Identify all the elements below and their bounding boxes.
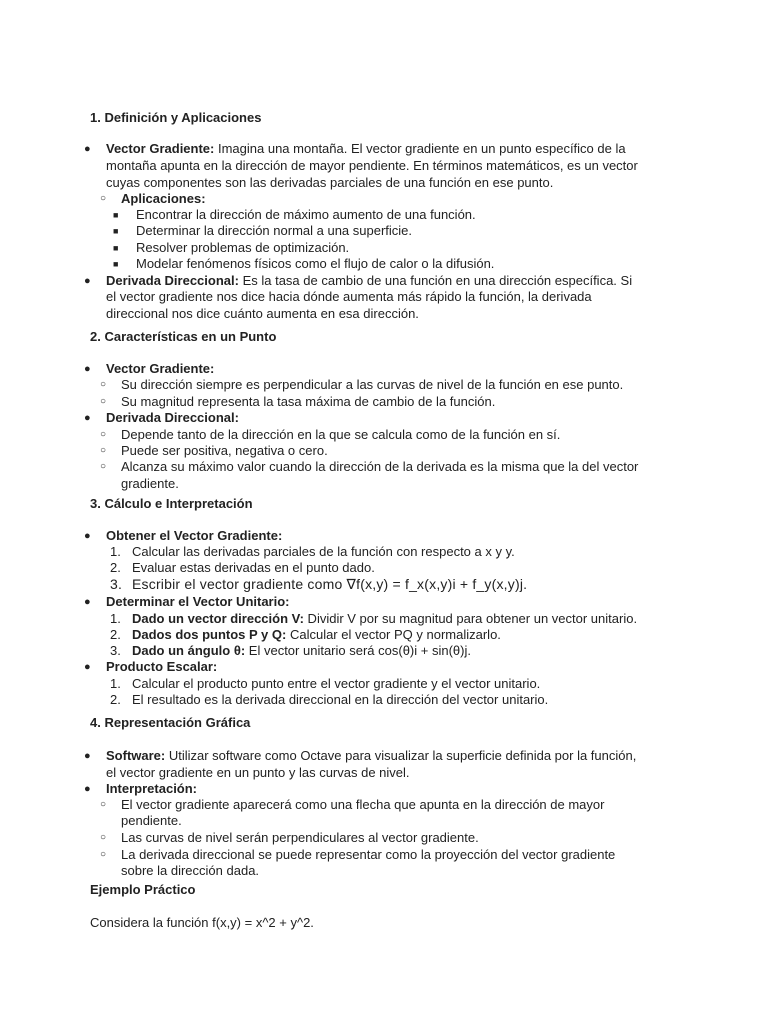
term-label: Dado un vector dirección V: xyxy=(132,611,304,626)
list-item: Resolver problemas de optimización. xyxy=(136,240,350,255)
term-text: Es la tasa de cambio de una función en una dirección específica. Si xyxy=(238,273,633,288)
bullet-marker: ■ xyxy=(113,259,119,269)
list-item xyxy=(106,273,632,289)
bullet-marker: ● xyxy=(84,143,91,155)
text-line: sobre la dirección dada. xyxy=(121,863,260,878)
term-text: Imagina una montaña. El vector gradiente en un punto específico de la xyxy=(214,141,626,156)
sublist-label: Aplicaciones: xyxy=(121,191,206,206)
bullet-marker: ● xyxy=(84,363,91,375)
list-item xyxy=(132,627,501,643)
bullet-marker: ● xyxy=(84,750,91,762)
list-item: Depende tanto de la dirección en la que se calcula como de la función en sí. xyxy=(121,427,561,442)
term-label: Derivada Direccional: xyxy=(106,273,239,288)
list-item-label: Derivada Direccional: xyxy=(106,410,239,425)
bullet-marker: ● xyxy=(84,661,91,673)
list-item: Encontrar la dirección de máximo aumento de una función. xyxy=(136,207,476,222)
bullet-marker: ○ xyxy=(100,396,107,407)
list-item xyxy=(132,611,637,627)
section-heading-1: 1. Definición y Aplicaciones xyxy=(90,110,262,125)
text-line: el vector gradiente en un punto y las curvas de nivel. xyxy=(106,765,410,780)
bullet-marker: ○ xyxy=(100,461,107,472)
bullet-marker: ■ xyxy=(113,243,119,253)
term-label: Vector Gradiente: xyxy=(106,141,215,156)
list-item: Alcanza su máximo valor cuando la dirección de la derivada es la misma que la del vector xyxy=(121,459,639,474)
bullet-marker: ○ xyxy=(100,379,107,390)
list-item: Calcular las derivadas parciales de la función con respecto a x y y. xyxy=(132,544,515,559)
list-item: Su magnitud representa la tasa máxima de cambio de la función. xyxy=(121,394,496,409)
list-item-label: Obtener el Vector Gradiente: xyxy=(106,528,283,543)
bullet-marker: ○ xyxy=(100,429,107,440)
list-item xyxy=(132,643,471,659)
list-item: Modelar fenómenos físicos como el flujo de calor o la difusión. xyxy=(136,256,495,271)
list-number: 1. xyxy=(110,544,121,559)
list-number: 3. xyxy=(110,643,121,658)
list-item: Escribir el vector gradiente como ∇f(x,y) = f_x(x,y)i + f_y(x,y)j. xyxy=(132,576,528,592)
term-text: Utilizar software como Octave para visualizar la superficie definida por la función, xyxy=(165,748,637,763)
term-label: Dados dos puntos P y Q: xyxy=(132,627,287,642)
bullet-marker: ○ xyxy=(100,445,107,456)
term-text: Calcular el vector PQ y normalizarlo. xyxy=(286,627,501,642)
bullet-marker: ○ xyxy=(100,832,107,843)
section-heading-4: 4. Representación Gráfica xyxy=(90,715,251,730)
example-heading: Ejemplo Práctico xyxy=(90,882,196,897)
list-number: 1. xyxy=(110,676,121,691)
list-item: Determinar la dirección normal a una superficie. xyxy=(136,223,413,238)
list-item: El resultado es la derivada direccional en la dirección del vector unitario. xyxy=(132,692,549,707)
text-line: cuyas componentes son las derivadas parciales de una función en ese punto. xyxy=(106,175,554,190)
text-line: el vector gradiente nos dice hacia dónde aumenta más rápido la función, la derivada xyxy=(106,289,592,304)
term-text: Dividir V por su magnitud para obtener un vector unitario. xyxy=(303,611,638,626)
term-label: Dado un ángulo θ: xyxy=(132,643,246,658)
list-item-label: Determinar el Vector Unitario: xyxy=(106,594,290,609)
list-item: Las curvas de nivel serán perpendiculares al vector gradiente. xyxy=(121,830,479,845)
list-item xyxy=(106,141,626,157)
list-item xyxy=(106,748,636,764)
list-item: La derivada direccional se puede representar como la proyección del vector gradiente xyxy=(121,847,616,862)
text-line: direccional nos dice cuánto aumenta en esa dirección. xyxy=(106,306,419,321)
list-number: 3. xyxy=(110,576,123,592)
list-item: El vector gradiente aparecerá como una flecha que apunta en la dirección de mayor xyxy=(121,797,605,812)
list-number: 2. xyxy=(110,560,121,575)
bullet-marker: ● xyxy=(84,412,91,424)
list-item-label: Interpretación: xyxy=(106,781,198,796)
bullet-marker: ● xyxy=(84,530,91,542)
bullet-marker: ○ xyxy=(100,799,107,810)
text-line: pendiente. xyxy=(121,813,182,828)
section-heading-3: 3. Cálculo e Interpretación xyxy=(90,496,253,511)
list-item: Puede ser positiva, negativa o cero. xyxy=(121,443,328,458)
text-line: montaña apunta en la dirección de mayor pendiente. En términos matemáticos, es un vector xyxy=(106,158,638,173)
text-line: gradiente. xyxy=(121,476,179,491)
list-item: Calcular el producto punto entre el vector gradiente y el vector unitario. xyxy=(132,676,541,691)
bullet-marker: ■ xyxy=(113,210,119,220)
list-item-label: Vector Gradiente: xyxy=(106,361,215,376)
bullet-marker: ● xyxy=(84,596,91,608)
list-number: 2. xyxy=(110,692,121,707)
list-number: 2. xyxy=(110,627,121,642)
bullet-marker: ● xyxy=(84,783,91,795)
list-item-label: Producto Escalar: xyxy=(106,659,218,674)
list-item: Evaluar estas derivadas en el punto dado. xyxy=(132,560,375,575)
bullet-marker: ● xyxy=(84,275,91,287)
bullet-marker: ○ xyxy=(100,849,107,860)
example-text: Considera la función f(x,y) = x^2 + y^2. xyxy=(90,915,314,930)
term-label: Software: xyxy=(106,748,166,763)
bullet-marker: ○ xyxy=(100,193,107,204)
list-item: Su dirección siempre es perpendicular a las curvas de nivel de la función en ese punto. xyxy=(121,377,624,392)
bullet-marker: ■ xyxy=(113,226,119,236)
list-number: 1. xyxy=(110,611,121,626)
section-heading-2: 2. Características en un Punto xyxy=(90,329,277,344)
term-text: El vector unitario será cos(θ)i + sin(θ)j. xyxy=(245,643,471,658)
